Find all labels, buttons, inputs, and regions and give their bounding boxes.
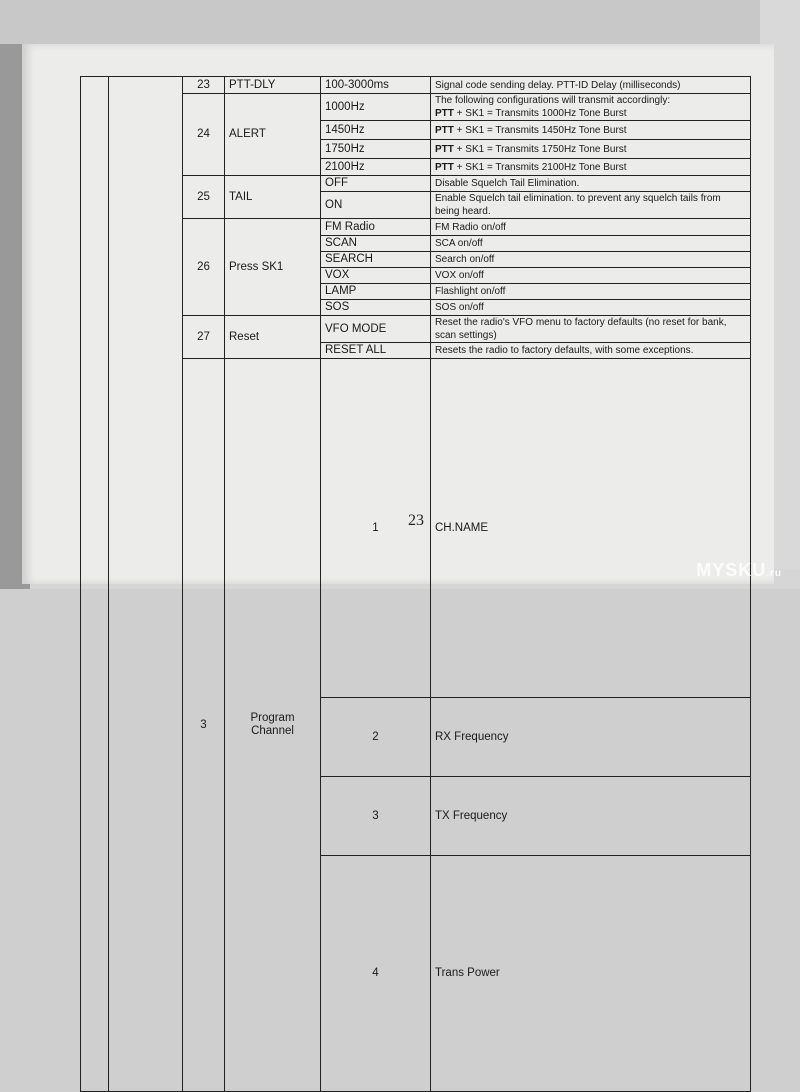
alert-desc: + SK1 = Transmits 2100Hz Tone Burst bbox=[453, 161, 627, 173]
item-option: 100-3000ms bbox=[321, 77, 431, 94]
item-number: 25 bbox=[183, 176, 225, 219]
watermark-logo bbox=[696, 560, 782, 581]
group-name bbox=[225, 359, 321, 1092]
item-name: TX Frequency bbox=[431, 777, 751, 856]
item-option: VFO MODE bbox=[321, 316, 431, 343]
item-description: SCA on/off bbox=[431, 236, 751, 252]
item-name: PTT-DLY bbox=[225, 77, 321, 94]
ptt-key-label: PTT bbox=[435, 108, 454, 119]
group-name-line2: Channel bbox=[251, 725, 294, 737]
alert-intro: The following configurations will transmit accordingly: bbox=[435, 95, 671, 106]
watermark-suffix: .ru bbox=[766, 568, 782, 579]
item-description: Search on/off bbox=[431, 252, 751, 268]
item-description: FM Radio on/off bbox=[431, 219, 751, 236]
item-option: SCAN bbox=[321, 236, 431, 252]
item-number: 26 bbox=[183, 219, 225, 316]
item-description: Disable Squelch Tail Elimination. bbox=[431, 176, 751, 192]
item-name: CH.NAME bbox=[431, 359, 751, 698]
item-description: VOX on/off bbox=[431, 268, 751, 284]
ptt-key-label: PTT bbox=[435, 161, 454, 173]
item-description: Enable Squelch tail elimination. to prevent any squelch tails from being heard. bbox=[431, 192, 751, 219]
alert-desc: + SK1 = Transmits 1450Hz Tone Burst bbox=[453, 124, 627, 136]
item-description: Flashlight on/off bbox=[431, 284, 751, 300]
item-option: 1450Hz bbox=[321, 121, 431, 140]
item-option: 2100Hz bbox=[321, 159, 431, 176]
group-number: 3 bbox=[183, 359, 225, 1092]
page-number: 23 bbox=[408, 512, 424, 529]
item-name: Reset bbox=[225, 316, 321, 359]
item-option: SOS bbox=[321, 300, 431, 316]
group-name-cell-empty bbox=[109, 77, 183, 1092]
alert-desc: + SK1 = Transmits 1750Hz Tone Burst bbox=[453, 143, 627, 155]
watermark-main: MYSKU bbox=[696, 560, 767, 580]
background-top bbox=[0, 0, 800, 50]
item-option: SEARCH bbox=[321, 252, 431, 268]
ptt-key-label: PTT bbox=[435, 143, 454, 155]
item-option: 1000Hz bbox=[321, 94, 431, 121]
menu-settings-table bbox=[80, 76, 751, 1092]
item-option: 1750Hz bbox=[321, 140, 431, 159]
item-option: FM Radio bbox=[321, 219, 431, 236]
ptt-key-label: PTT bbox=[435, 124, 454, 136]
table-row bbox=[81, 77, 751, 94]
item-number: 23 bbox=[183, 77, 225, 94]
item-option: LAMP bbox=[321, 284, 431, 300]
item-description bbox=[431, 140, 751, 159]
item-description: Reset the radio's VFO menu to factory defaults (no reset for bank, scan settings) bbox=[431, 316, 751, 343]
group-name-line1: Program bbox=[250, 712, 295, 724]
item-name: TAIL bbox=[225, 176, 321, 219]
item-description: SOS on/off bbox=[431, 300, 751, 316]
item-description bbox=[431, 159, 751, 176]
item-description: Resets the radio to factory defaults, with some exceptions. bbox=[431, 343, 751, 359]
item-number: 1 bbox=[321, 359, 431, 698]
item-option: OFF bbox=[321, 176, 431, 192]
item-number: 2 bbox=[321, 698, 431, 777]
item-description bbox=[431, 94, 751, 121]
item-name: ALERT bbox=[225, 94, 321, 176]
item-number: 3 bbox=[321, 777, 431, 856]
group-number-cell-empty bbox=[81, 77, 109, 1092]
item-option: VOX bbox=[321, 268, 431, 284]
item-name: Trans Power bbox=[431, 856, 751, 1092]
item-number: 27 bbox=[183, 316, 225, 359]
item-number: 24 bbox=[183, 94, 225, 176]
item-name: Press SK1 bbox=[225, 219, 321, 316]
item-number: 4 bbox=[321, 856, 431, 1092]
item-option: RESET ALL bbox=[321, 343, 431, 359]
item-description: Signal code sending delay. PTT-ID Delay (milliseconds) bbox=[431, 77, 751, 94]
item-description bbox=[431, 121, 751, 140]
alert-desc: + SK1 = Transmits 1000Hz Tone Burst bbox=[453, 108, 627, 119]
item-option: ON bbox=[321, 192, 431, 219]
item-name: RX Frequency bbox=[431, 698, 751, 777]
